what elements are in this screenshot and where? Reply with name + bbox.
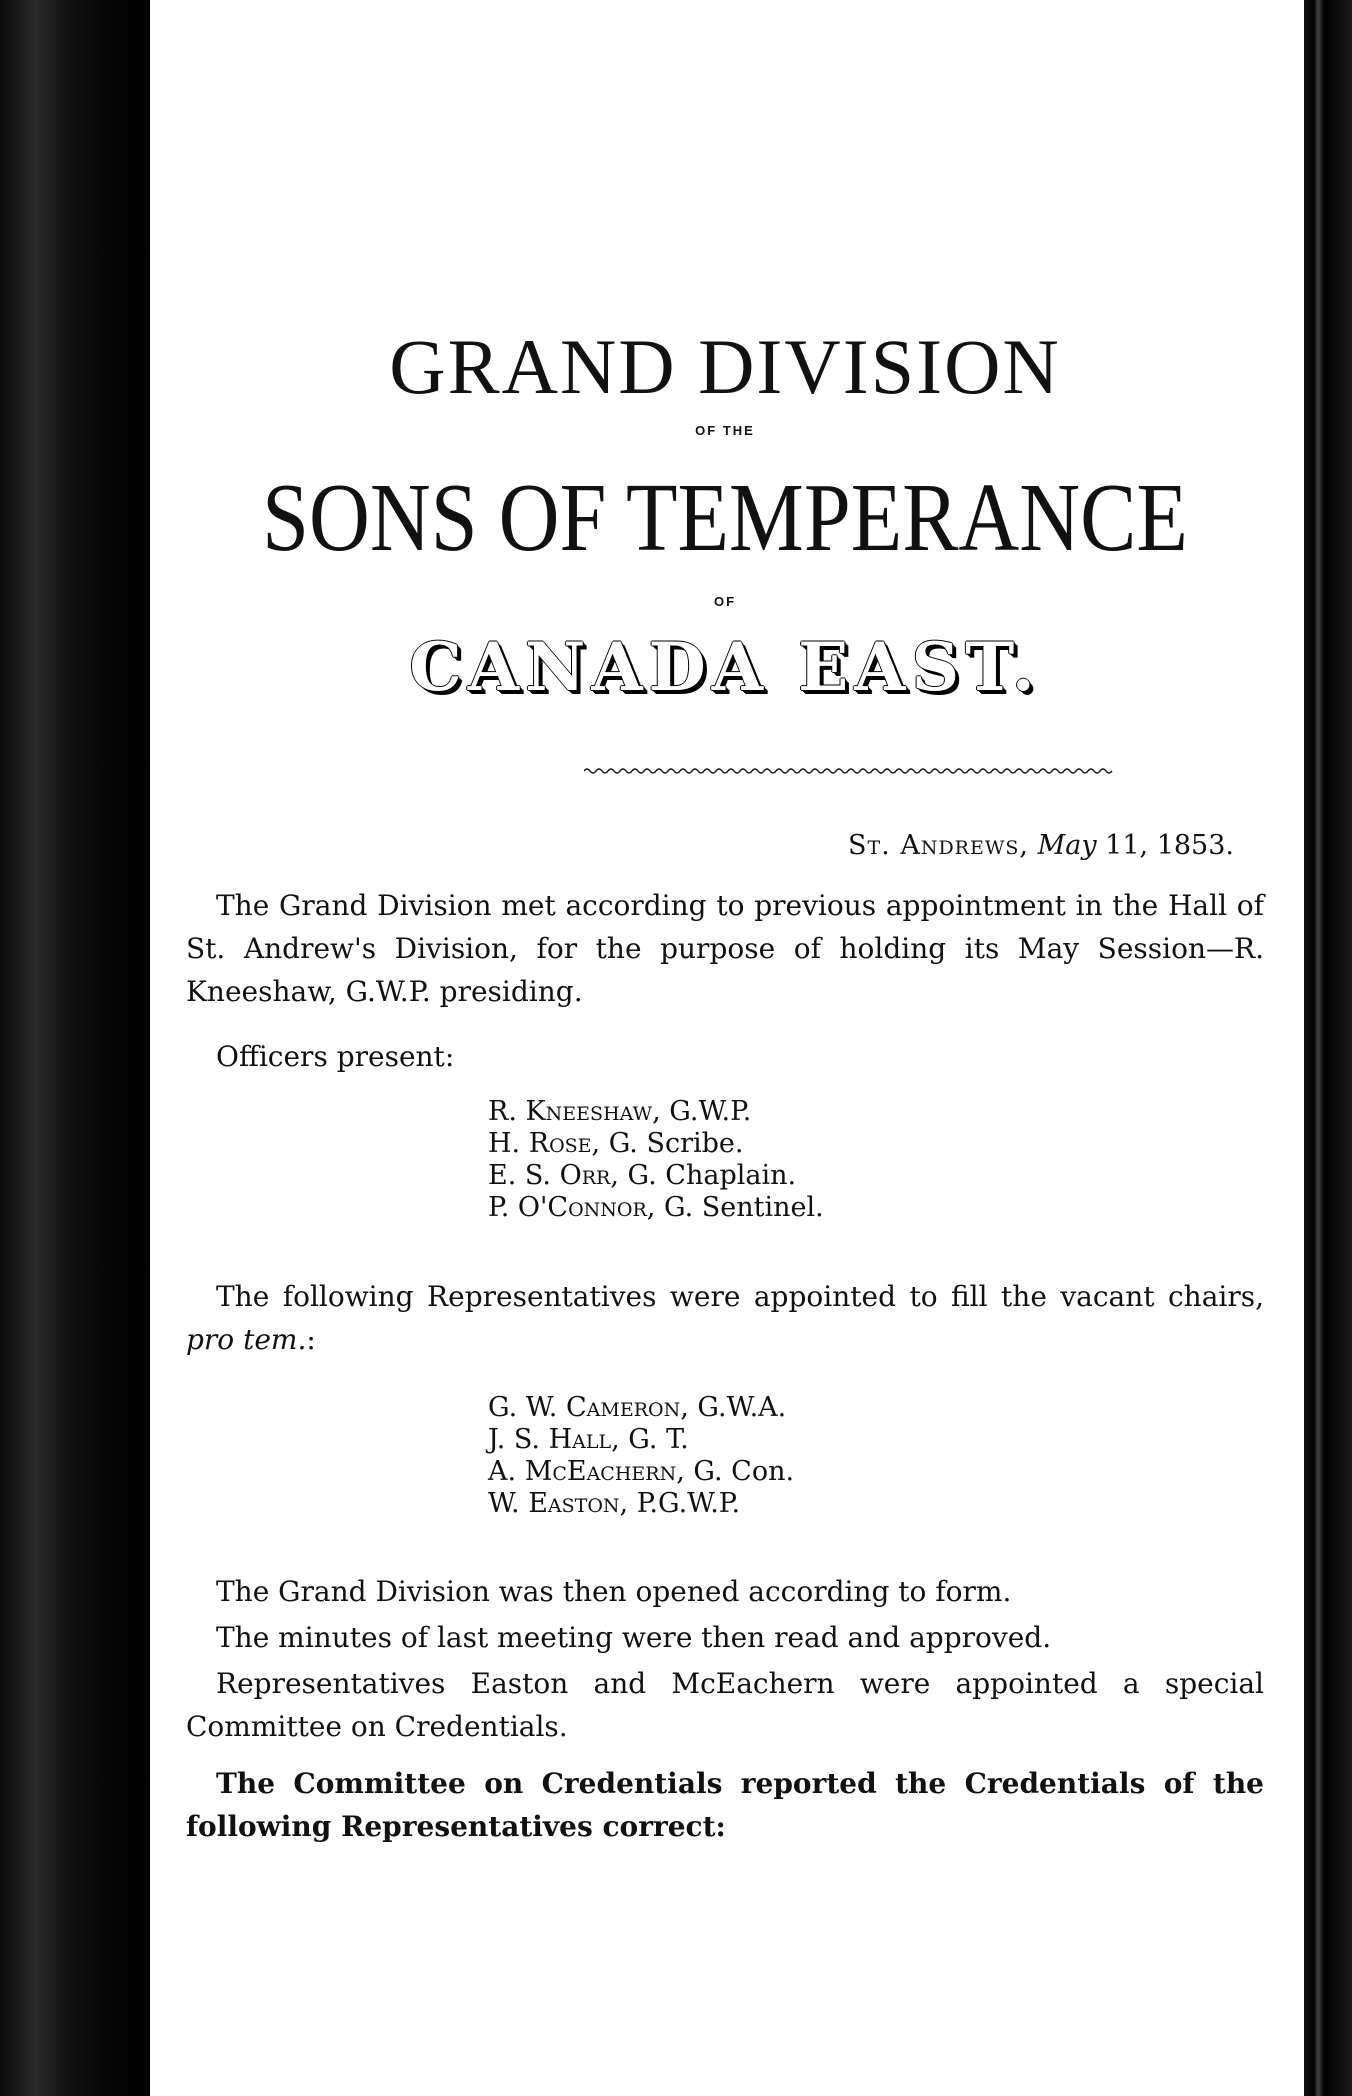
dateline-date: 11, 1853. bbox=[1105, 830, 1234, 861]
paragraph-opened: The Grand Division was then opened according to form. bbox=[216, 1575, 1012, 1608]
book-gutter-left bbox=[0, 0, 150, 2096]
paragraph-minutes: The minutes of last meeting were then read and approved. bbox=[216, 1621, 1052, 1654]
officer-line: H. Rose, G. Scribe. bbox=[488, 1128, 744, 1159]
dateline-month: May bbox=[1037, 830, 1097, 861]
page bbox=[150, 0, 1304, 2096]
page-content bbox=[186, 0, 1264, 2096]
dateline-place: St. Andrews, bbox=[847, 830, 1029, 861]
paragraph-credentials: The Committee on Credentials reported the Credentials of the following Representatives correct: bbox=[186, 1767, 1264, 1843]
paragraph-representatives-appointed: The following Representatives were appointed to fill the vacant chairs, pro tem.: bbox=[186, 1280, 1264, 1356]
officer-line: P. O'Connor, G. Sentinel. bbox=[488, 1192, 824, 1223]
officer-line: R. Kneeshaw, G.W.P. bbox=[488, 1096, 752, 1127]
representative-line: A. McEachern, G. Con. bbox=[488, 1456, 795, 1487]
title-sons-of-temperance: SONS OF TEMPERANCE bbox=[262, 464, 1188, 572]
title-canada-east: CANADA EAST. bbox=[409, 628, 1041, 706]
officers-list bbox=[488, 1096, 824, 1224]
representative-line: J. S. Hall, G. T. bbox=[488, 1424, 689, 1455]
title-grand-division: GRAND DIVISION bbox=[389, 323, 1061, 410]
book-edge-right bbox=[1304, 0, 1352, 2096]
officer-line: E. S. Orr, G. Chaplain. bbox=[488, 1160, 797, 1191]
paragraph-meeting: The Grand Division met according to previous appointment in the Hall of St. Andrew's Division, for the purpose of holding its May Session—R. Kneeshaw, G.W.P. presiding. bbox=[186, 889, 1264, 1008]
paragraph-officers-present: Officers present: bbox=[216, 1040, 455, 1073]
decorative-wavy-rule bbox=[584, 766, 1114, 776]
dateline bbox=[848, 830, 1234, 861]
title-of: OF bbox=[713, 594, 737, 609]
representative-line: W. Easton, P.G.W.P. bbox=[488, 1488, 741, 1519]
title-of-the: OF THE bbox=[695, 423, 755, 438]
paragraph-committee: Representatives Easton and McEachern were appointed a special Committee on Credentials. bbox=[186, 1667, 1264, 1743]
representative-line: G. W. Cameron, G.W.A. bbox=[488, 1392, 787, 1423]
representatives-list bbox=[488, 1392, 794, 1520]
